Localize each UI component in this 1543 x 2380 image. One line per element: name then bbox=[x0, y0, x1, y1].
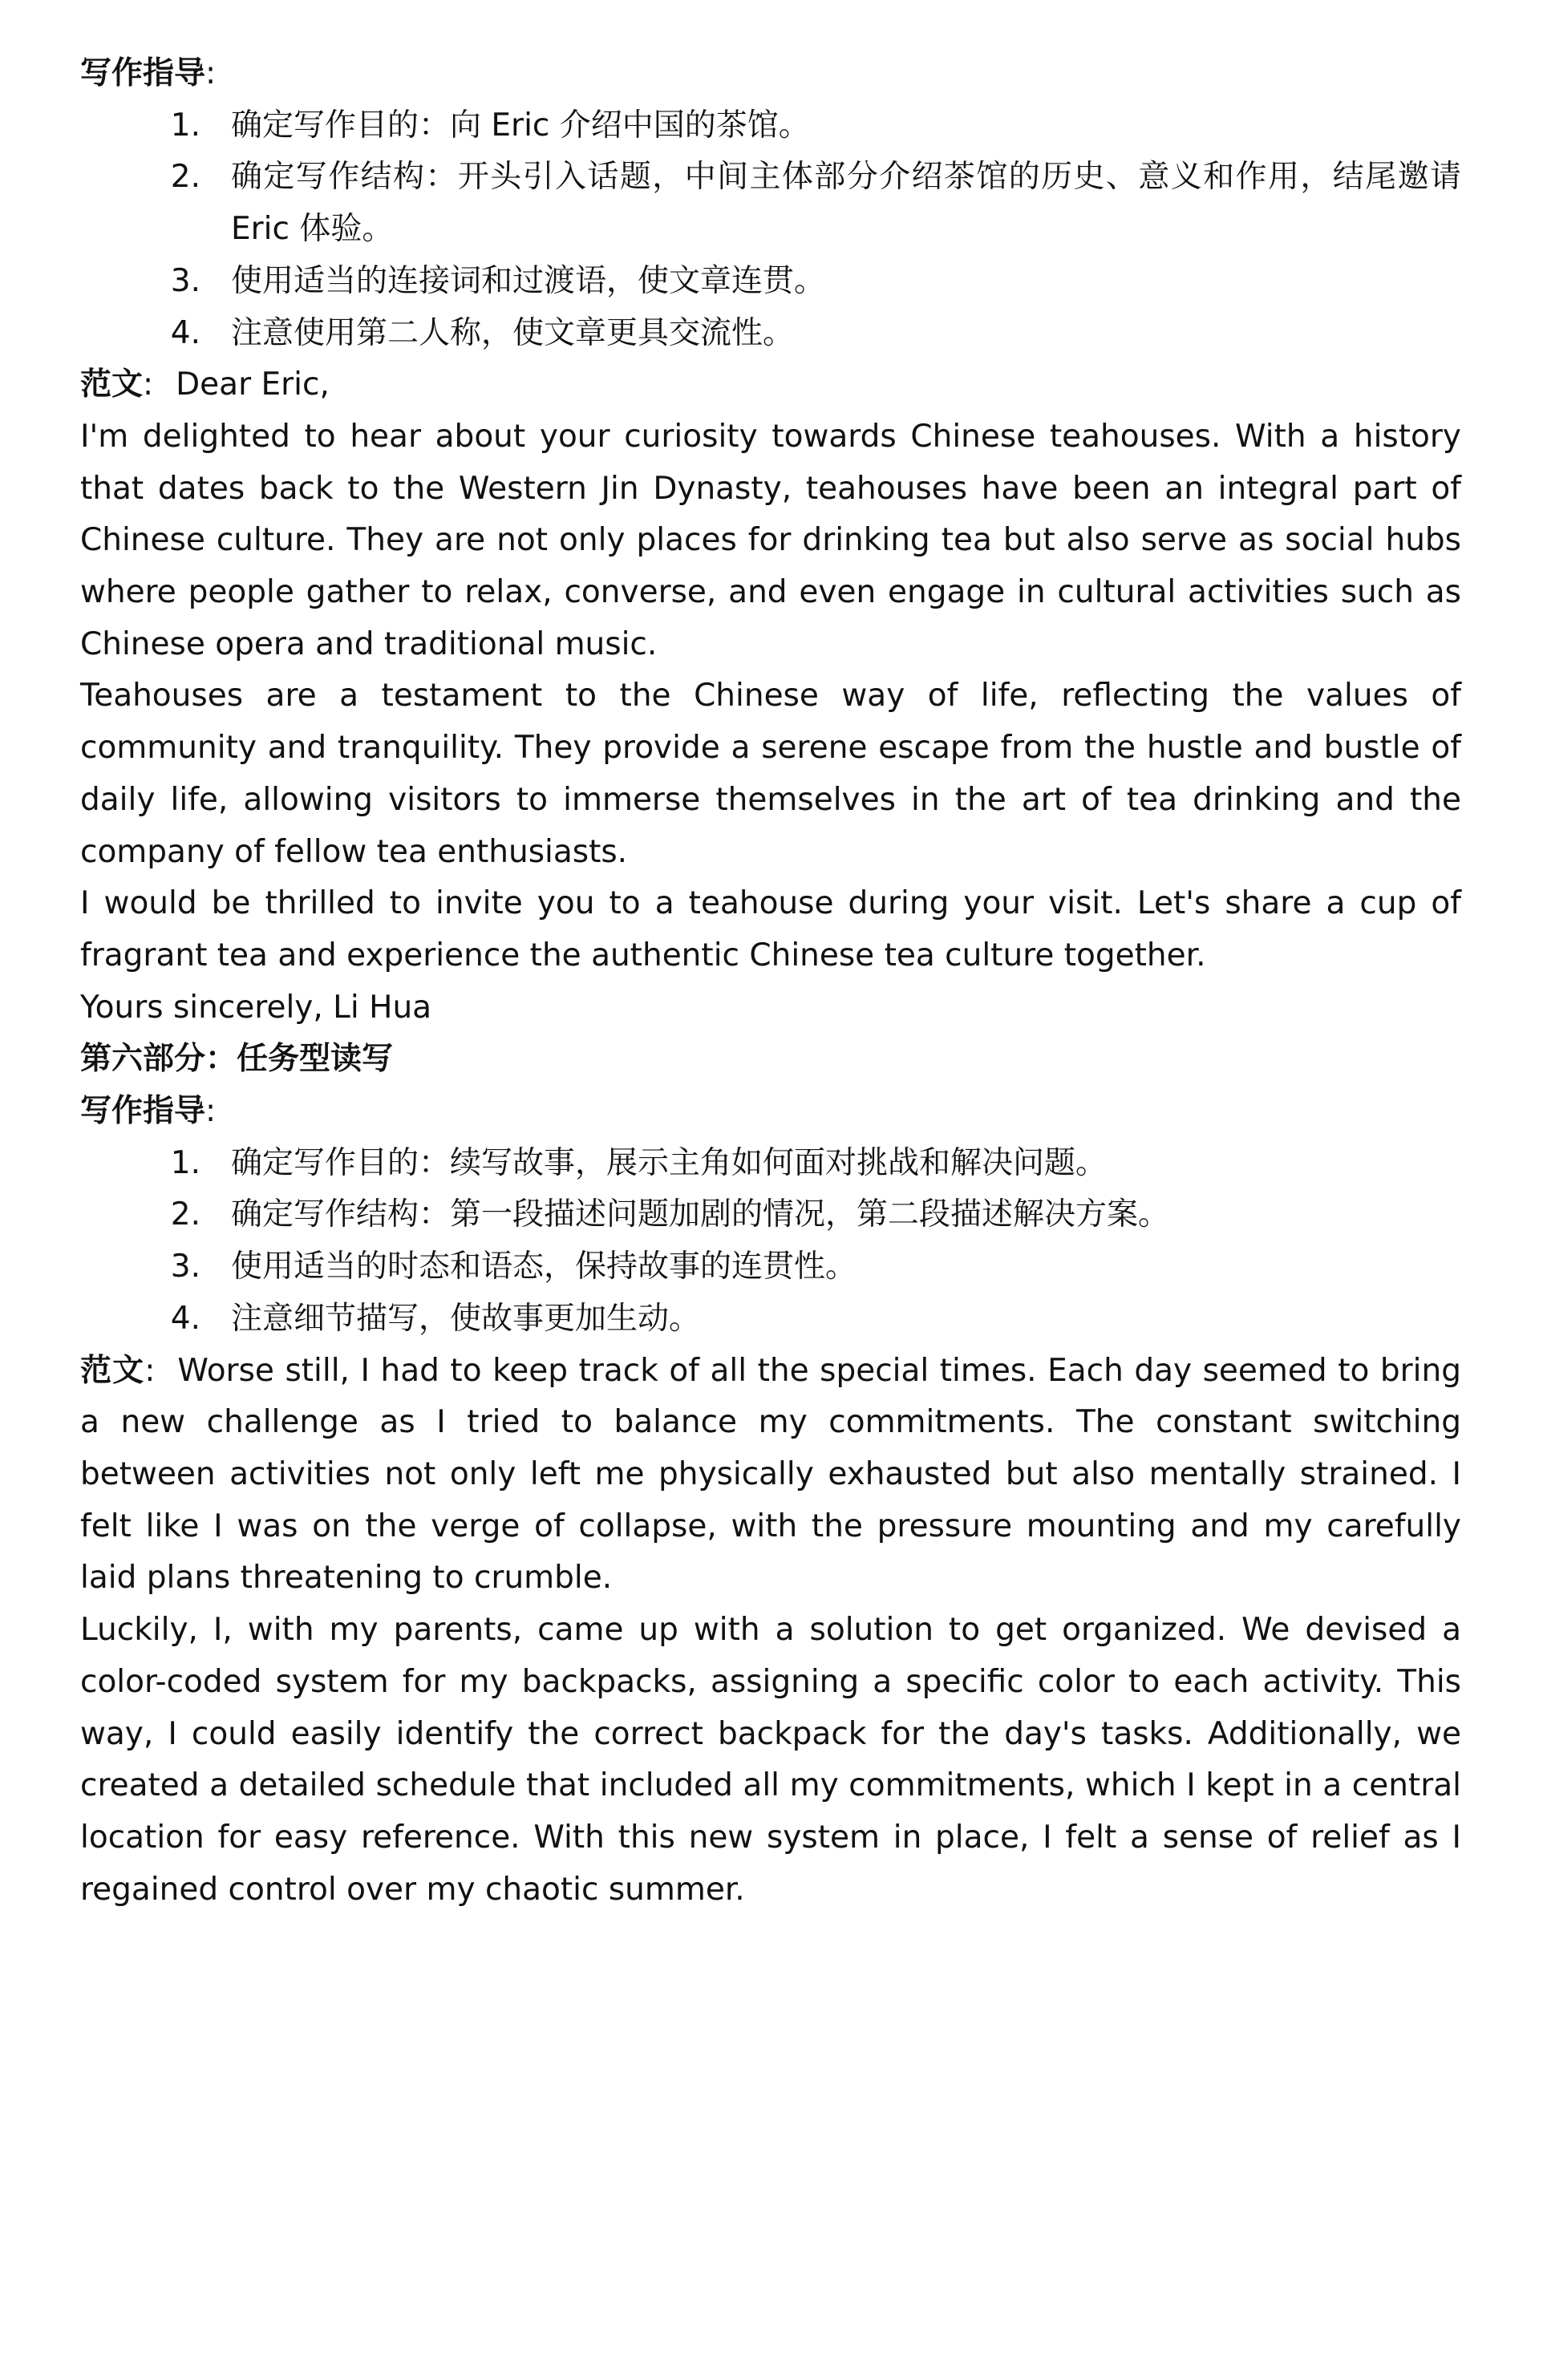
writing-guide-heading-2 bbox=[80, 1086, 1461, 1138]
letter-signoff: Yours sincerely, Li Hua bbox=[80, 989, 432, 1026]
model-essay-colon: : bbox=[144, 1352, 156, 1389]
guide-item-number: 3. bbox=[170, 1249, 200, 1285]
guide-item bbox=[80, 1189, 1461, 1241]
guide-item bbox=[80, 100, 1461, 152]
story-paragraph-first bbox=[80, 1346, 1461, 1605]
writing-guide-label: 写作指导 bbox=[80, 55, 206, 91]
guide-item-text: 确定写作目的：向 Eric 介绍中国的茶馆。 bbox=[231, 107, 810, 144]
guide-item-text: 确定写作目的：续写故事，展示主角如何面对挑战和解决问题。 bbox=[231, 1144, 1108, 1181]
writing-guide-colon: : bbox=[205, 55, 217, 91]
guide-item-text: 使用适当的连接词和过渡语，使文章连贯。 bbox=[231, 262, 826, 299]
guide-item bbox=[80, 152, 1461, 255]
guide-item bbox=[80, 1241, 1461, 1293]
letter-paragraph: Teahouses are a testament to the Chinese way of life, reflecting the values of community and tranquility. They provide a serene escape from the hustle and bustle of daily life, allowing visitors to immerse themselves in the art of tea drinking and the company of fellow tea enthusiasts. bbox=[80, 678, 1461, 870]
writing-guide-label: 写作指导 bbox=[80, 1093, 206, 1130]
model-essay-label-line-1 bbox=[80, 359, 1461, 411]
part-six-heading: 第六部分：任务型读写 bbox=[80, 1041, 394, 1078]
writing-guide-list-1 bbox=[80, 100, 1461, 360]
model-essay-label: 范文 bbox=[80, 1352, 145, 1389]
guide-item-text: 注意使用第二人称，使文章更具交流性。 bbox=[231, 314, 795, 351]
letter-greeting: Dear Eric, bbox=[176, 366, 330, 403]
guide-item-text: 确定写作结构：开头引入话题，中间主体部分介绍茶馆的历史、意义和作用，结尾邀请 Eric 体验。 bbox=[231, 159, 1461, 248]
document-body bbox=[80, 48, 1461, 1916]
guide-item-number: 4. bbox=[170, 314, 200, 351]
guide-item-number: 1. bbox=[170, 107, 200, 144]
writing-guide-colon: : bbox=[205, 1093, 217, 1130]
guide-item bbox=[80, 1138, 1461, 1190]
model-essay-label: 范文 bbox=[80, 366, 144, 403]
guide-item-number: 2. bbox=[170, 1196, 200, 1233]
letter-paragraph: I would be thrilled to invite you to a teahouse during your visit. Let's share a cup of fragrant tea and experience the authentic Chinese tea culture together. bbox=[80, 885, 1461, 973]
guide-item bbox=[80, 308, 1461, 360]
guide-item-number: 3. bbox=[170, 262, 200, 299]
writing-guide-heading-1 bbox=[80, 48, 1461, 100]
model-essay-colon: : bbox=[143, 366, 154, 403]
writing-guide-list-2 bbox=[80, 1138, 1461, 1346]
guide-item-text: 确定写作结构：第一段描述问题加剧的情况，第二段描述解决方案。 bbox=[231, 1196, 1170, 1233]
guide-item-text: 注意细节描写，使故事更加生动。 bbox=[231, 1300, 701, 1337]
story-paragraph-second: Luckily, I, with my parents, came up with a solution to get organized. We devised a color-coded system for my backpacks, assigning a specific color to each activity. This way, I could easily identify the correct backpack for the day's tasks. Additionally, we created a detailed schedule that included all my commitments, which I kept in a central location for easy reference. With this new system in place, I felt a sense of relief as I regained control over my chaotic summer. bbox=[80, 1612, 1461, 1908]
guide-item-number: 4. bbox=[170, 1300, 200, 1337]
story-paragraph-text: Worse still, I had to keep track of all the special times. Each day seemed to bring a new challenge as I tried to balance my commitments. The constant switching between activities not only left me physically exhausted but also mentally strained. I felt like I was on the verge of collapse, with the pressure mounting and my carefully laid plans threatening to crumble. bbox=[80, 1352, 1461, 1597]
guide-item bbox=[80, 1293, 1461, 1346]
guide-item-number: 1. bbox=[170, 1144, 200, 1181]
letter-paragraph: I'm delighted to hear about your curiosity towards Chinese teahouses. With a history that dates back to the Western Jin Dynasty, teahouses have been an integral part of Chinese culture. They are not only places for drinking tea but also serve as social hubs where people gather to relax, converse, and even engage in cultural activities such as Chinese opera and traditional music. bbox=[80, 418, 1461, 662]
guide-item-text: 使用适当的时态和语态，保持故事的连贯性。 bbox=[231, 1249, 857, 1285]
guide-item-number: 2. bbox=[170, 159, 200, 196]
guide-item bbox=[80, 256, 1461, 308]
